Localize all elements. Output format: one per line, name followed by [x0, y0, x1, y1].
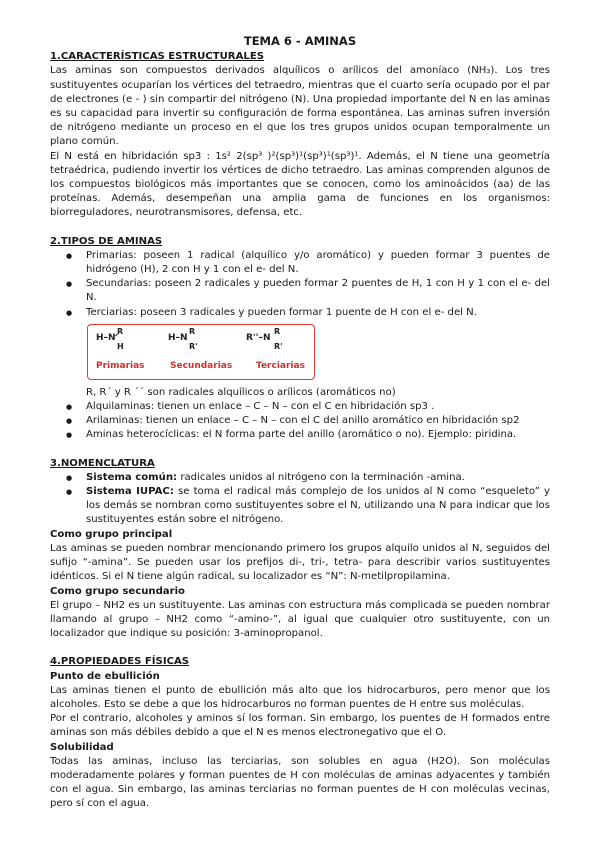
svg-text:H: H: [117, 341, 124, 351]
subheading: Como grupo secundario: [50, 585, 185, 597]
section-heading-2: 2.TIPOS DE AMINAS: [50, 235, 163, 247]
list-item: ● Secundarias: poseen 2 radicales y pueden formar 2 puentes de H, 1 con H y 1 con el e- del N.: [50, 277, 550, 305]
amine-classes-list: [50, 400, 550, 443]
svg-text:R: R: [189, 326, 196, 336]
svg-text:R''–N: R''–N: [246, 332, 271, 343]
paragraph: El N está en hibridación sp3 : 1s² 2(sp³ )²(sp³)¹(sp³)¹(sp³)¹. Además, el N tiene una geometría tetraédrica, pudiendo invertir los vértices de dicho tetraedro. Las aminas comprenden algunos de los compuestos biológicos más importantes que se conocen, como los aminoácidos (aa) de las proteínas. Además, desempeñan una amplia gama de funciones en los organismos: biorreguladores, neurotransmisores, defensa, etc.: [50, 150, 550, 219]
subheading: Punto de ebullición: [50, 670, 160, 682]
term: Sistema IUPAC:: [86, 486, 174, 498]
list-item: ● Primarias: poseen 1 radical (alquílico y/o aromático) y pueden formar 3 puentes de hidrógeno (H), 2 con H y 1 con el e- del N.: [50, 249, 550, 277]
page-title: TEMA 6 - AMINAS: [243, 34, 357, 48]
list-item: ● Alquilaminas: tienen un enlace – C – N – con el C en hibridación sp3 .: [50, 400, 550, 414]
paragraph: Las aminas se pueden nombrar mencionando primero los grupos alquilo unidos al N, seguidos del sufijo “-amina”. Se pueden usar los prefijos di-, tri-, tetra- para describir varios sustituyentes idénticos. Si el N tiene algún radical, su localizador es “N”: N-metilpropilamina.: [50, 542, 550, 583]
svg-text:H–N: H–N: [96, 332, 116, 343]
term-definition: se toma el radical más complejo de los unidos al N como “esqueleto” y los demás se nombran como sustituyentes sobre el N, utilizando una N para indicar que los sustituyentes están sobre el nitrógeno.: [86, 486, 550, 526]
figure-label-secundarias: Secundarias: [170, 360, 233, 371]
svg-text:R: R: [117, 326, 124, 336]
document-page: [50, 34, 550, 812]
figure-label-terciarias: Terciarias: [256, 360, 305, 371]
term: Sistema común:: [86, 471, 178, 483]
section-heading-4: 4.PROPIEDADES FÍSICAS: [50, 656, 190, 668]
paragraph: Todas las aminas, incluso las terciarias, son solubles en agua (H2O). Son moléculas moderadamente polares y forman puentes de H con moléculas de aminas adyacentes y también con el agua. Sin embargo, las aminas terciarias no forman puentes de H con moléculas vecinas, pero sí con el agua.: [50, 755, 550, 810]
list-item: [50, 471, 550, 485]
figure-caption: R, R´ y R ´´ son radicales alquílicos o arílicos (aromáticos no): [86, 386, 396, 398]
paragraph: El grupo – NH2 es un sustituyente. Las aminas con estructura más complicada se pueden nombrar llamando al grupo – NH2 como “-amino-”, al igual que cualquier otro sustituyente, con un localizador que indique su posición: 3-aminopropanol.: [50, 599, 550, 640]
figure-label-primarias: Primarias: [96, 360, 145, 371]
list-item: [50, 485, 550, 528]
nomenclature-list: [50, 471, 550, 528]
amine-structures-figure: [87, 324, 315, 380]
section-heading-1: 1.CARACTERÍSTICAS ESTRUCTURALES: [50, 51, 264, 63]
paragraph: Por el contrario, alcoholes y aminos sí los forman. Sin embargo, los puentes de H formados entre aminas son más débiles debido a que el N es menos electronegativo que el O.: [50, 713, 550, 739]
svg-text:R: R: [274, 326, 281, 336]
svg-text:R': R': [189, 341, 198, 351]
term-definition: radicales unidos al nitrógeno con la terminación -amina.: [177, 471, 465, 483]
section-heading-3: 3.NOMENCLATURA: [50, 457, 155, 469]
subheading: Solubilidad: [50, 741, 114, 753]
svg-text:H–N: H–N: [168, 332, 188, 343]
list-item: ● Terciarias: poseen 3 radicales y pueden formar 1 puente de H con el e- del N.: [50, 306, 550, 320]
list-item: ● Arilaminas: tienen un enlace – C – N – con el C del anillo aromático en hibridación sp2: [50, 414, 550, 428]
subheading: Como grupo principal: [50, 528, 173, 540]
list-item: ● Aminas heterocíclicas: el N forma parte del anillo (aromático o no). Ejemplo: piridina.: [50, 428, 550, 442]
paragraph: Las aminas tienen el punto de ebullición más alto que los hidrocarburos, pero menor que los alcoholes. Esto se debe a que los hidrocarburos no forman puentes de H entre sus moléculas.: [50, 684, 550, 710]
amine-types-list: [50, 249, 550, 320]
svg-text:R': R': [274, 341, 283, 351]
paragraph: Las aminas son compuestos derivados alquílicos o arílicos del amoníaco (NH₃). Los tres sustituyentes ocuparían los vértices del tetraedro, mientras que el cuarto sería ocupado por el par de electrones (e - ) sin compartir del nitrógeno (N). Una propiedad importante del N en las aminas es su capacidad para invertir su configuración de forma espontánea. Las aminas sufren inversión de nitrógeno mediante un proceso en el que los tres grupos unidos ocupan temporalmente un plano común.: [50, 65, 550, 148]
